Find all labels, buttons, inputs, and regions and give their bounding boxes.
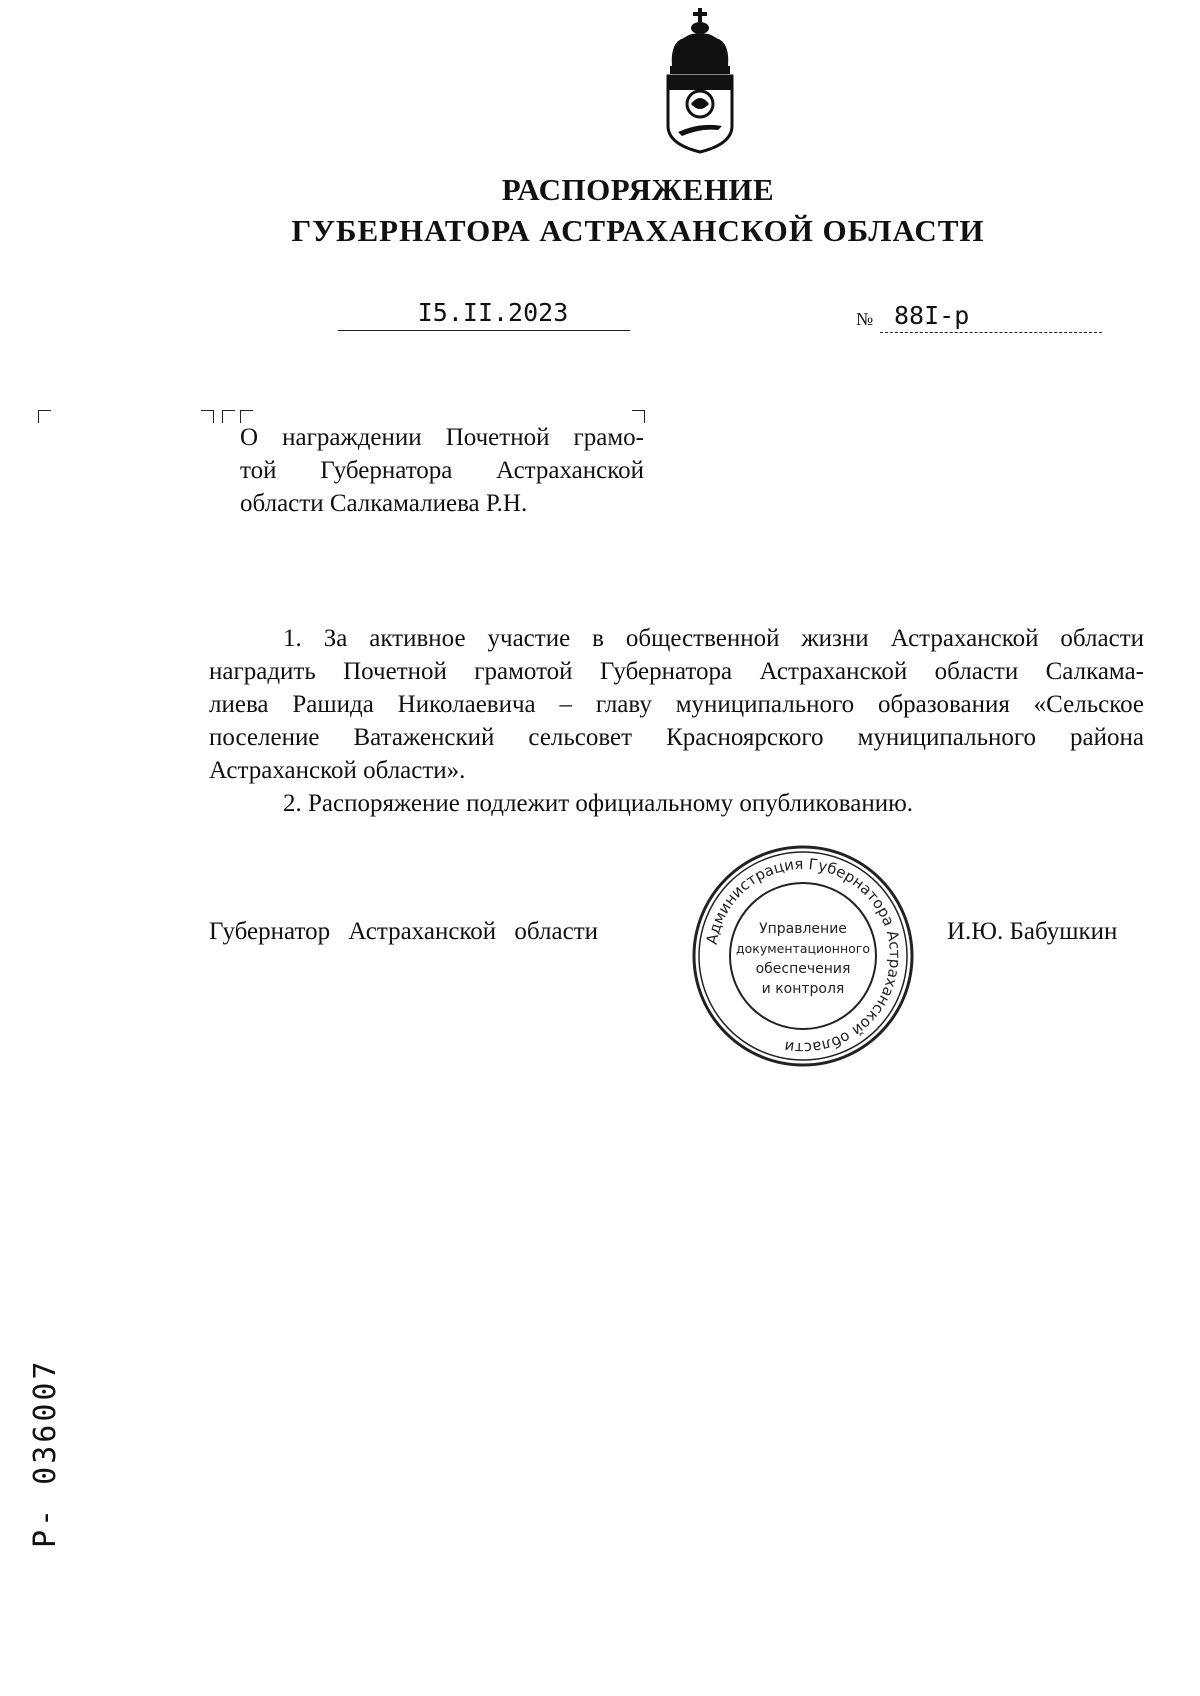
number-sign: № — [856, 309, 874, 329]
document-body — [209, 622, 1144, 820]
body-line: 1. За активное участие в общественной жизни Астраханской области — [283, 625, 1144, 652]
body-line: поселение Ватаженский сельсовет Красноярского муниципального района — [209, 724, 1144, 751]
subject-line: области Салкамалиева Р.Н. — [240, 490, 528, 517]
document-issuer: ГУБЕРНАТОРА АСТРАХАНСКОЙ ОБЛАСТИ — [291, 213, 985, 248]
coat-of-arms-icon — [662, 8, 738, 154]
body-line: Астраханской области». — [209, 757, 466, 784]
blank-serial-number: Р- 036007 — [28, 1358, 63, 1548]
document-subject — [240, 421, 644, 520]
body-line: лиева Рашида Николаевича – главу муниципального образования «Сельское — [209, 691, 1144, 718]
signatory-name: И.Ю. Бабушкин — [947, 918, 1118, 945]
document-number: 88I-р — [880, 300, 1102, 333]
official-stamp — [690, 843, 916, 1069]
stamp-inner-line: обеспечения — [755, 961, 851, 977]
body-line: наградить Почетной грамотой Губернатора Астраханской области Салкама- — [209, 658, 1144, 685]
signatory-title: Губернатор Астраханской области — [209, 918, 599, 945]
stamp-outer-text: Администрация Губернатора Астраханской области — [702, 854, 905, 1058]
margin-corner-mark — [222, 410, 235, 423]
stamp-inner-line: и контроля — [761, 981, 845, 997]
document-date: I5.II.2023 — [338, 296, 630, 331]
body-line: 2. Распоряжение подлежит официальному опубликованию. — [283, 790, 914, 817]
stamp-inner-line: документационного — [736, 941, 870, 956]
subject-line: О награждении Почетной грамо- — [240, 424, 644, 451]
stamp-inner-line: Управление — [759, 921, 847, 937]
margin-corner-mark — [201, 410, 214, 423]
margin-corner-mark — [38, 410, 51, 423]
document-title: РАСПОРЯЖЕНИЕ — [501, 172, 775, 207]
subject-line: той Губернатора Астраханской — [240, 457, 644, 484]
